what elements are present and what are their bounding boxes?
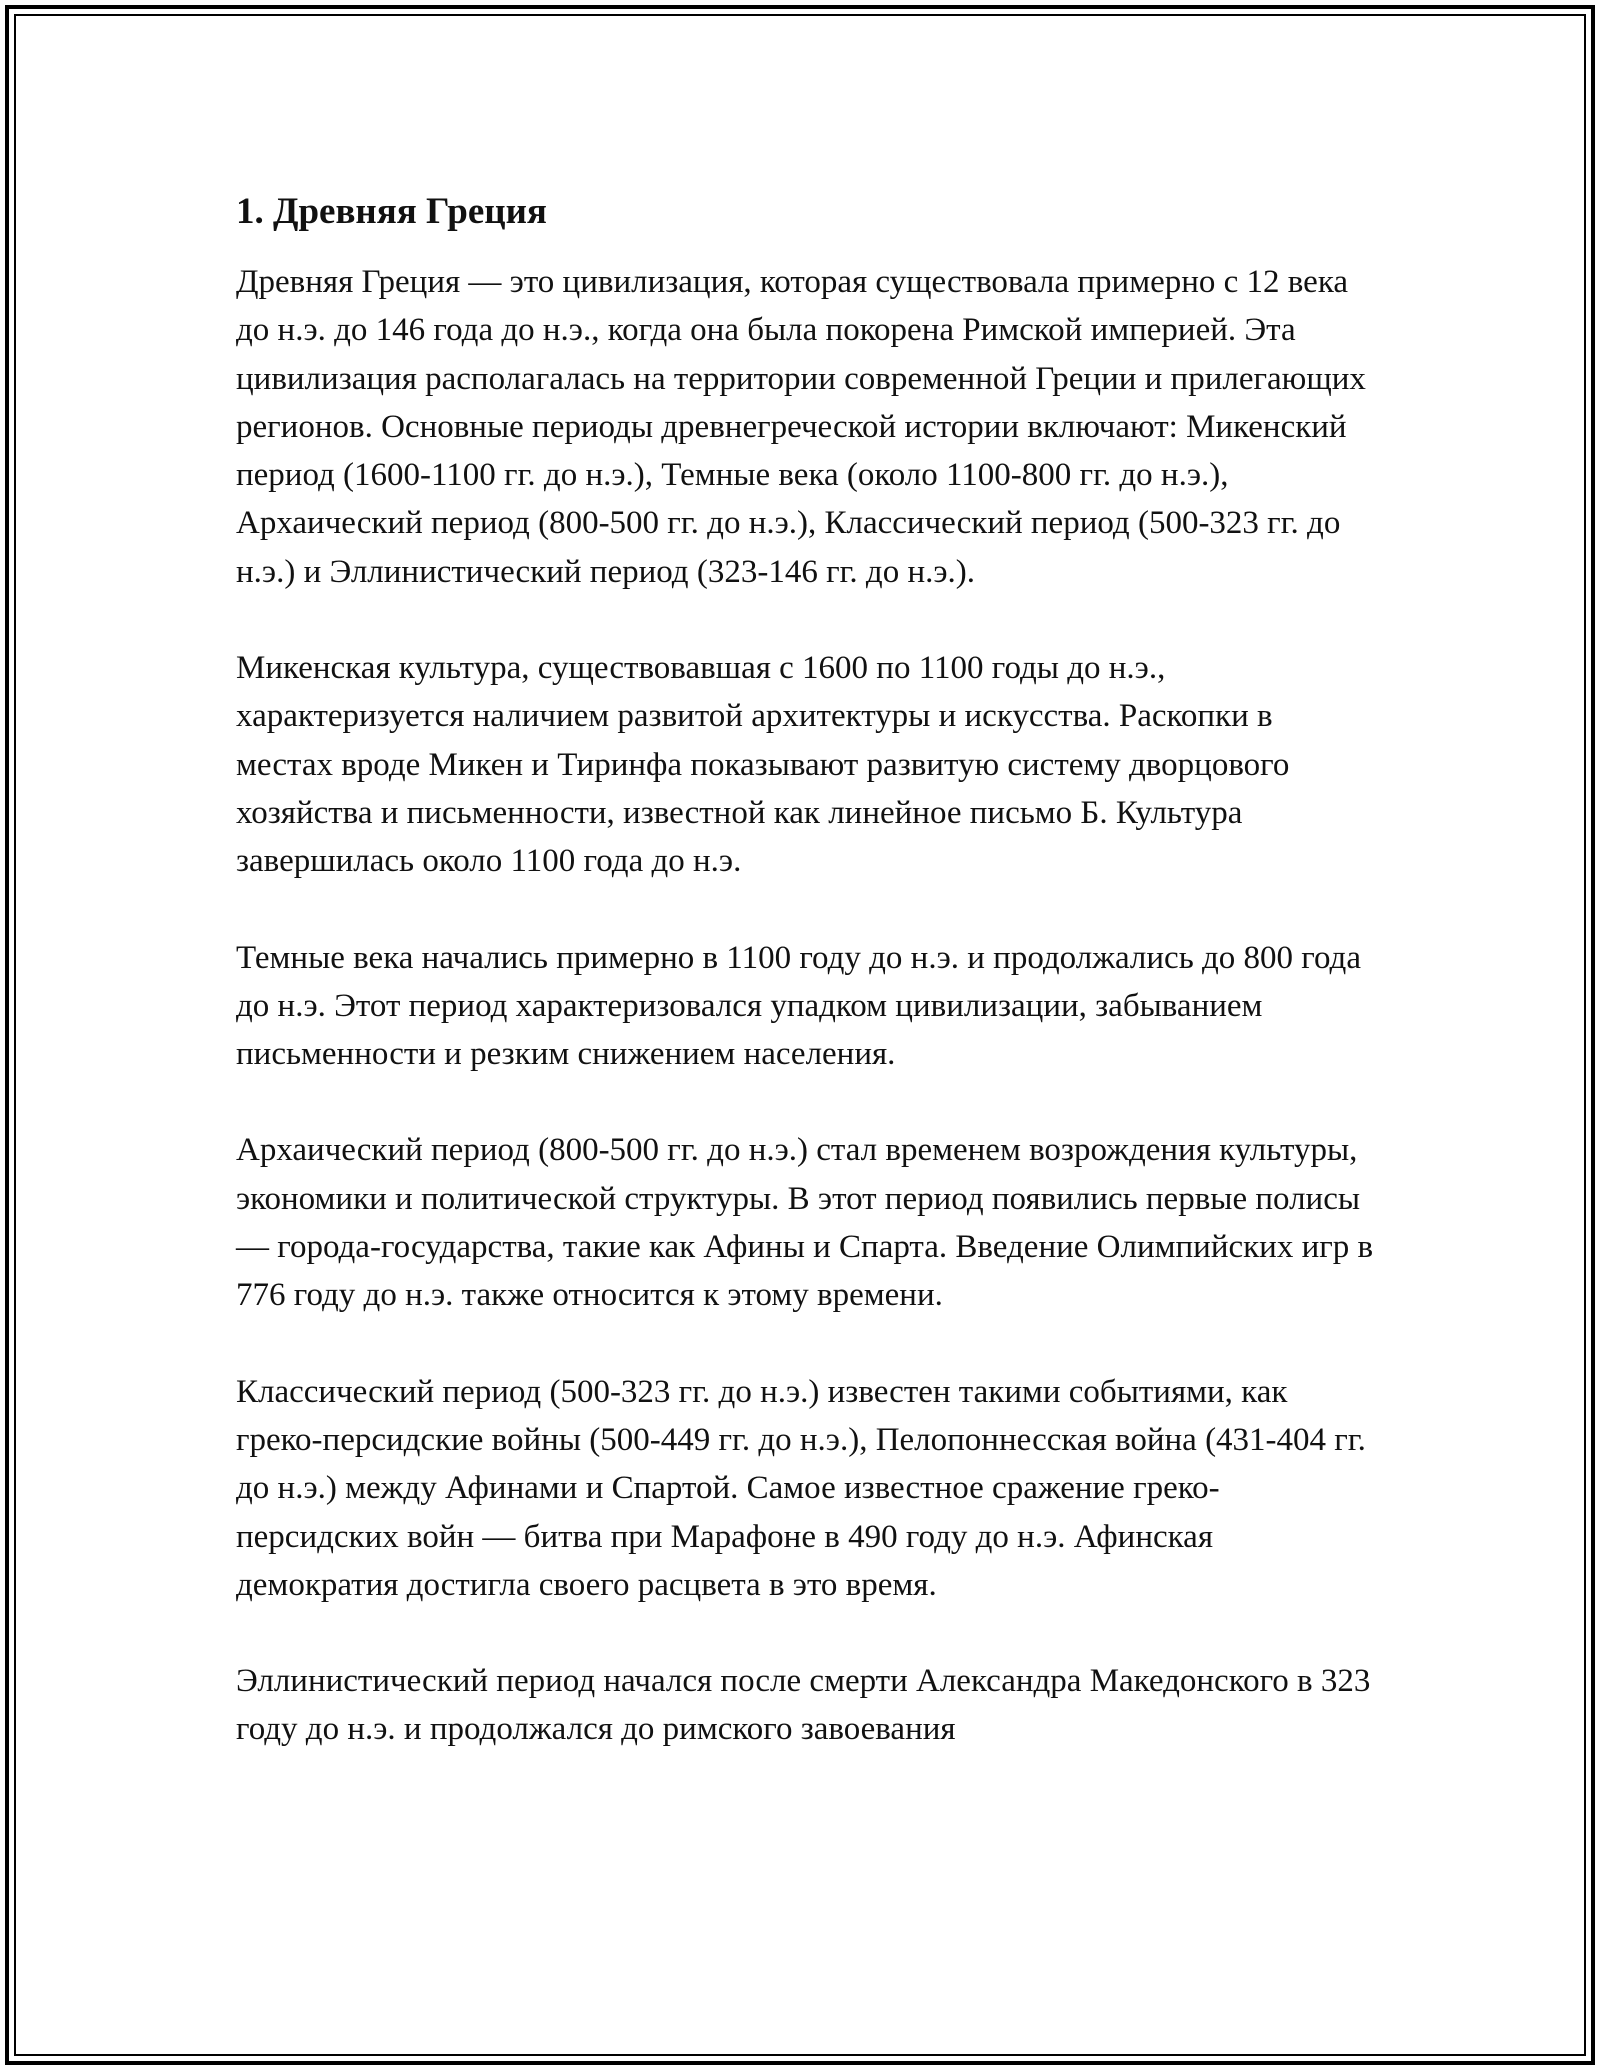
- paragraph-dark-ages: Темные века начались примерно в 1100 году до н.э. и продолжались до 800 года до н.э. Этот период характеризовался упадком цивилизации, забыванием письменности и резким снижением населения.: [236, 939, 1361, 1073]
- paragraph-classical: Классический период (500-323 гг. до н.э.) известен такими событиями, как греко-персидские войны (500-449 гг. до н.э.), Пелопоннесская война (431-404 гг. до н.э.) между Афинами и Спартой. Самое известное сражение греко-персидских войн — битва при Марафоне в 490 году до н.э. Афинская демократия достигла своего расцвета в это время.: [236, 1373, 1366, 1603]
- paragraph-archaic: Архаический период (800-500 гг. до н.э.) стал временем возрождения культуры, экономики и политической структуры. В этот период появились первые полисы — города-государства, такие как Афины и Спарта. Введение Олимпийских игр в 776 году до н.э. также относится к этому времени.: [236, 1132, 1374, 1314]
- paragraph-mycenaean: Микенская культура, существовавшая с 1600 по 1100 годы до н.э., характеризуется наличием развитой архитектуры и искусства. Раскопки в местах вроде Микен и Тиринфа показывают развитую систему дворцового хозяйства и письменности, известной как линейное письмо Б. Культура завершилась около 1100 года до н.э.: [236, 650, 1290, 880]
- document-body: [236, 186, 1376, 1802]
- paragraph-intro: Древняя Греция — это цивилизация, которая существовала примерно с 12 века до н.э. до 146 года до н.э., когда она была покорена Римской империей. Эта цивилизация располагалась на территории современной Греции и прилегающих регионов. Основные периоды древнегреческой истории включают: Микенский период (1600-1100 гг. до н.э.), Темные века (около 1100-800 гг. до н.э.), Архаический период (800-500 гг. до н.э.), Классический период (500-323 гг. до н.э.) и Эллинистический период (323-146 гг. до н.э.).: [236, 264, 1366, 590]
- paragraph-hellenistic: Эллинистический период начался после смерти Александра Македонского в 323 году до н.э. и продолжался до римского завоевания: [236, 1663, 1371, 1748]
- section-heading: 1. Древняя Греция: [236, 191, 547, 232]
